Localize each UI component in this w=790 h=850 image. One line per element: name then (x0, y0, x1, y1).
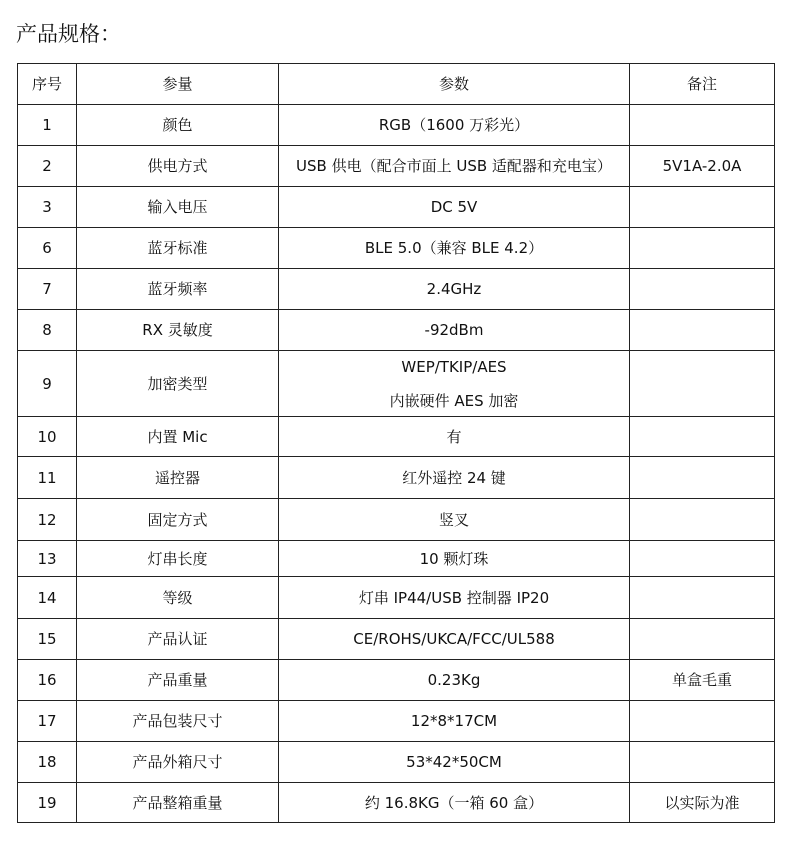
page-title: 产品规格： (16, 22, 121, 46)
cell-param: 遥控器 (77, 457, 279, 499)
cell-note (630, 701, 775, 742)
cell-value: 约 16.8KG（一箱 60 盒） (279, 783, 630, 823)
cell-value: 12*8*17CM (279, 701, 630, 742)
cell-note (630, 499, 775, 541)
cell-param: 灯串长度 (77, 541, 279, 577)
table-row (18, 228, 775, 269)
cell-no: 16 (18, 660, 77, 701)
cell-param: 蓝牙频率 (77, 269, 279, 310)
cell-no: 9 (18, 351, 77, 417)
cell-value: BLE 5.0（兼容 BLE 4.2） (279, 228, 630, 269)
cell-param: 供电方式 (77, 146, 279, 187)
header-note: 备注 (630, 64, 775, 105)
table-row (18, 742, 775, 783)
cell-param: 产品外箱尺寸 (77, 742, 279, 783)
cell-note (630, 310, 775, 351)
cell-param: 输入电压 (77, 187, 279, 228)
cell-no: 3 (18, 187, 77, 228)
table-row (18, 146, 775, 187)
table-row (18, 783, 775, 823)
cell-value: 红外遥控 24 键 (279, 457, 630, 499)
table-row (18, 499, 775, 541)
table-row (18, 577, 775, 619)
cell-value: 0.23Kg (279, 660, 630, 701)
table-row (18, 619, 775, 660)
cell-value: USB 供电（配合市面上 USB 适配器和充电宝） (279, 146, 630, 187)
cell-value: 53*42*50CM (279, 742, 630, 783)
cell-value-line2: 内嵌硬件 AES 加密 (389, 391, 519, 410)
cell-value: 10 颗灯珠 (279, 541, 630, 577)
cell-param: 颜色 (77, 105, 279, 146)
cell-no: 19 (18, 783, 77, 823)
header-value: 参数 (279, 64, 630, 105)
cell-value: 有 (279, 417, 630, 457)
cell-note (630, 577, 775, 619)
table-header-row (18, 64, 775, 105)
table-row (18, 269, 775, 310)
cell-param: 加密类型 (77, 351, 279, 417)
cell-no: 6 (18, 228, 77, 269)
cell-note (630, 187, 775, 228)
cell-param: 固定方式 (77, 499, 279, 541)
cell-note (630, 105, 775, 146)
table-row (18, 310, 775, 351)
cell-no: 12 (18, 499, 77, 541)
table-row (18, 351, 775, 417)
cell-note (630, 228, 775, 269)
cell-param: 产品整箱重量 (77, 783, 279, 823)
cell-note (630, 457, 775, 499)
cell-value: 2.4GHz (279, 269, 630, 310)
cell-no: 17 (18, 701, 77, 742)
cell-note (630, 541, 775, 577)
cell-no: 13 (18, 541, 77, 577)
cell-param: RX 灵敏度 (77, 310, 279, 351)
cell-note: 以实际为准 (630, 783, 775, 823)
cell-no: 14 (18, 577, 77, 619)
cell-value: RGB（1600 万彩光） (279, 105, 630, 146)
cell-value: -92dBm (279, 310, 630, 351)
cell-value-line1: WEP/TKIP/AES (401, 357, 507, 376)
cell-param: 蓝牙标准 (77, 228, 279, 269)
cell-note (630, 742, 775, 783)
cell-no: 15 (18, 619, 77, 660)
table-row (18, 417, 775, 457)
cell-no: 8 (18, 310, 77, 351)
cell-param: 产品认证 (77, 619, 279, 660)
table-row (18, 541, 775, 577)
header-no: 序号 (18, 64, 77, 105)
cell-note (630, 351, 775, 417)
cell-param: 产品重量 (77, 660, 279, 701)
cell-param: 等级 (77, 577, 279, 619)
cell-no: 11 (18, 457, 77, 499)
table-row (18, 457, 775, 499)
cell-value: 灯串 IP44/USB 控制器 IP20 (279, 577, 630, 619)
cell-no: 2 (18, 146, 77, 187)
cell-note: 5V1A-2.0A (630, 146, 775, 187)
cell-param: 内置 Mic (77, 417, 279, 457)
header-param: 参量 (77, 64, 279, 105)
cell-value: CE/ROHS/UKCA/FCC/UL588 (279, 619, 630, 660)
cell-note: 单盒毛重 (630, 660, 775, 701)
cell-value: DC 5V (279, 187, 630, 228)
table-row (18, 187, 775, 228)
table-row (18, 105, 775, 146)
table-row (18, 660, 775, 701)
cell-no: 18 (18, 742, 77, 783)
cell-no: 7 (18, 269, 77, 310)
cell-value-multiline (279, 351, 630, 417)
cell-note (630, 619, 775, 660)
cell-note (630, 269, 775, 310)
table-row (18, 701, 775, 742)
cell-param: 产品包装尺寸 (77, 701, 279, 742)
spec-table (17, 63, 775, 823)
cell-note (630, 417, 775, 457)
cell-value: 竖叉 (279, 499, 630, 541)
cell-no: 10 (18, 417, 77, 457)
cell-no: 1 (18, 105, 77, 146)
